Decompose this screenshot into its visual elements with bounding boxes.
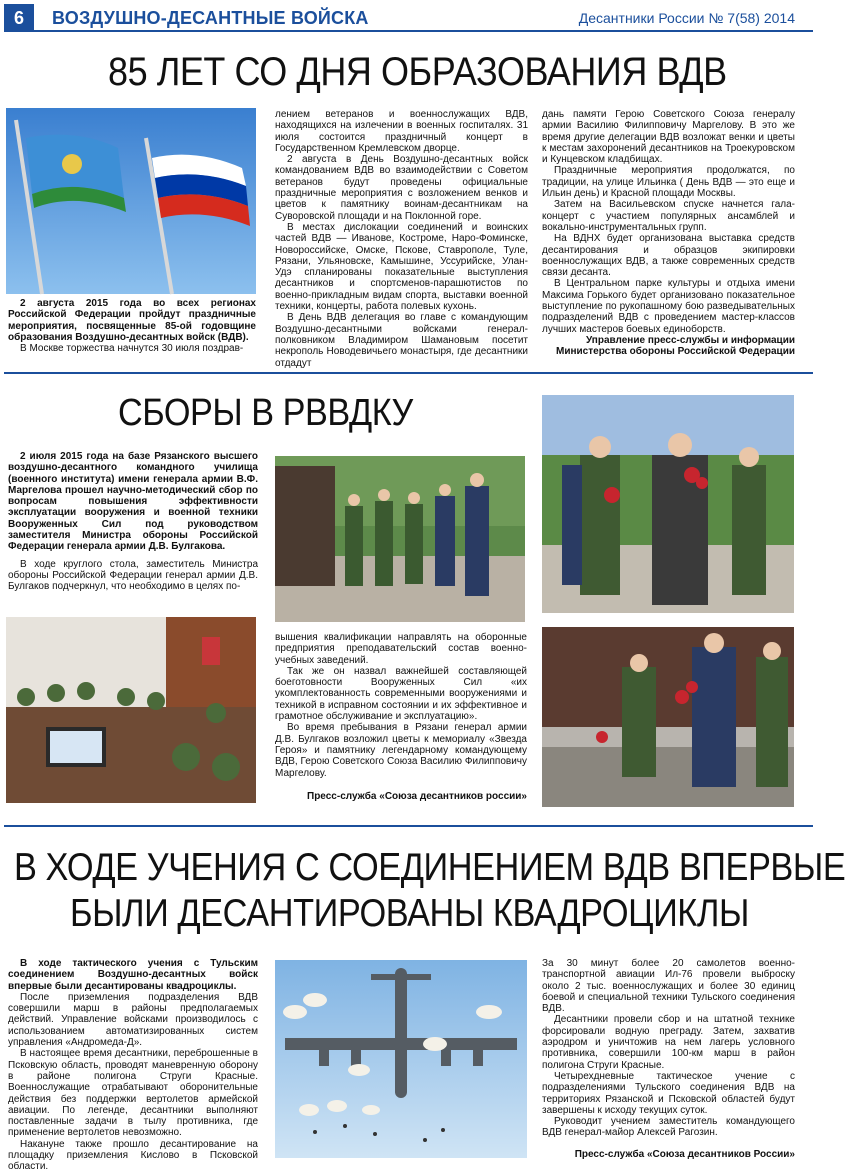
ceremony-photo xyxy=(275,456,525,622)
article1-paragraph: В Центральном парке культуры и отдыха имени Максима Горького будет организовано показательное выступление по рукопашному бою разведывательных подразделений ВДВ с проведением мастер-классов лучших мастеров боевых единоборств. xyxy=(542,278,795,335)
article3-paragraph: Руководит учением заместитель командующего ВДВ генерал-майор Алексей Рагозин. xyxy=(542,1116,795,1139)
article1-lead: 2 августа 2015 года во всех регионах Российской Федерации пройдут праздничные мероприятия, посвященные 85-ой годовщине образования Воздушно-десантных войск (ВДВ). xyxy=(8,298,256,343)
article3-col3 xyxy=(542,958,795,1160)
memorial-photo xyxy=(542,627,794,807)
article1-title: 85 ЛЕТ СО ДНЯ ОБРАЗОВАНИЯ ВДВ xyxy=(108,50,727,94)
article3-paragraph: За 30 минут более 20 самолетов военно-транспортной авиации Ил-76 провели выброску около 2 тыс. военнослужащих и более 30 единиц боевой и специальной техники Тульского соединения ВДВ. xyxy=(542,958,795,1015)
article3-title-line1: В ХОДЕ УЧЕНИЯ С СОЕДИНЕНИЕМ ВДВ ВПЕРВЫЕ xyxy=(14,846,845,889)
article1-paragraph: В День ВДВ делегация во главе с командующим Воздушно-десантными войсками генерал-полковником Владимиром Шамановым посетит некрополь Новодевичьего монастыря, где десантники отдадут xyxy=(275,312,528,369)
paradrop-photo xyxy=(275,960,527,1158)
article1-col2 xyxy=(275,109,528,369)
article1-col3 xyxy=(542,109,795,358)
article1-paragraph: Затем на Васильевском спуске начнется гала-концерт с участием популярных ансамблей и вокально-инструментальных групп. xyxy=(542,199,795,233)
article2-col2 xyxy=(275,632,527,802)
article2-paragraph: Так же он назвал важнейшей составляющей боеготовности Вооруженных Сил «их укомплектованность современными вооружениями и техникой в исправном состоянии и их эффективное и грамотное обслуживание и эксплуатацию». xyxy=(275,665,527,723)
article3-col1 xyxy=(8,958,258,1173)
article1-paragraph: Праздничные мероприятия продолжатся, по традиции, на улице Ильинка ( День ВДВ — это еще и Ильин день) и Красной площади Москвы. xyxy=(542,165,795,200)
article2-title: СБОРЫ В РВВДКУ xyxy=(118,392,413,434)
article3-paragraph: В настоящее время десантники, переброшенные в Псковскую область, проводят маневренную оборону в районе полигона Струги Красные. Военнослужащие отрабатывают оборонительные действия без поддержки вертолетов армейской авиации. По легенде, десантники выполняют поставленные задачи в тылу противника, где применение вертолетов невозможно. xyxy=(8,1048,258,1139)
article3-paragraph: Четырехдневные тактическое учение с подразделениями Тульского соединения ВДВ на территориях Рязанской и Псковской областей будут завершены к исходу текущих суток. xyxy=(542,1070,795,1116)
article1-paragraph: дань памяти Герою Советского Союза генералу армии Василию Филипповичу Маргелову. В это же время другие делегации ВДВ возложат венки и цветы к местам захоронений десантников на Троекуровском и Кунцевском кладбищах. xyxy=(542,109,795,166)
article1-signature: Управление пресс-службы и информации Министерства обороны Российской Федерации xyxy=(556,334,795,358)
section-title: ВОЗДУШНО-ДЕСАНТНЫЕ ВОЙСКА xyxy=(52,8,369,28)
article3-paragraph: Десантники провели сбор и на штатной технике форсировали водную преграду. Затем, захватив аэродром и уничтожив на нем лагерь условного противника, совершили 100-км марш в район полигона Струги Красные. xyxy=(542,1014,795,1071)
page-header xyxy=(4,4,813,34)
page-number: 6 xyxy=(4,4,34,32)
section-divider xyxy=(4,372,813,374)
header-rule xyxy=(34,30,813,32)
meeting-photo xyxy=(6,617,256,803)
article1-paragraph: На ВДНХ будет организована выставка средств десантирования и образцов экипировки военнослужащих ВДВ, а также современных средств связи десанта. xyxy=(542,233,795,279)
article3-paragraph: После приземления подразделения ВДВ совершили марш в районы предполагаемых действий. Управление войсками производилось с использованием автоматизированных систем управления «Андромеда-Д». xyxy=(8,991,258,1049)
section-divider xyxy=(4,825,813,827)
article2-paragraph: вышения квалификации направлять на оборонные предприятия преподавательский состав военно-учебных заведений. xyxy=(275,632,527,666)
article2-signature: Пресс-служба «Союза десантников россии» xyxy=(307,790,527,802)
article1-col1 xyxy=(8,298,256,354)
article3-signature: Пресс-служба «Союза десантников России» xyxy=(574,1148,795,1160)
article1-paragraph: 2 августа в День Воздушно-десантных войск командованием ВДВ во взаимодействии с Советом ветеранов будут проведены официальные праздничные мероприятия с возложением венков и цветов к памятнику воинам-десантникам на Суворовской площади и на Поклонной горе. xyxy=(275,154,528,222)
article2-col1 xyxy=(8,451,258,593)
flowers-photo xyxy=(542,395,794,613)
article1-paragraph: В Москве торжества начнутся 30 июля поздрав- xyxy=(20,343,244,355)
article1-paragraph: лением ветеранов и военнослужащих ВДВ, находящихся на излечении в военных госпиталях. 31 июля состоится праздничный концерт в Государственном Кремлевском дворце. xyxy=(275,109,528,154)
article3-paragraph: Накануне также прошло десантирование на площадку приземления Кислово в Псковской области. xyxy=(8,1138,258,1173)
article3-title-line2: БЫЛИ ДЕСАНТИРОВАНЫ КВАДРОЦИКЛЫ xyxy=(70,892,749,935)
article1-paragraph: В местах дислокации соединений и воинских частей ВДВ — Иванове, Костроме, Наро-Фоминске, Новороссийске, Омске, Пскове, Ставрополе, Туле, Рязани, Ульяновске, Камышине, Уссурийске, Улан-Удэ спланированы показательные выступления десантников и спортсменов-парашютистов по военно-прикладным видам спорта, выставки военной техники, концерты, работа полевых кухонь. xyxy=(275,221,528,313)
article3-lead: В ходе тактического учения с Тульским соединением Воздушно-десантных войск впервые были десантированы квадроциклы. xyxy=(8,958,258,992)
issue-info: Десантники России № 7(58) 2014 xyxy=(578,10,795,26)
flags-photo xyxy=(6,108,256,294)
article2-paragraph: Во время пребывания в Рязани генерал армии Д.В. Булгаков возложил цветы к мемориалу «Звезда Героя» и памятнику легендарному командующему ВДВ, Герою Советского Союза Василию Филипповичу Маргелову. xyxy=(275,722,527,779)
article2-paragraph: В ходе круглого стола, заместитель Министра обороны Российской Федерации генерал армии Д.В. Булгаков подчеркнул, что необходимо в целях по- xyxy=(8,558,258,593)
article2-lead: 2 июля 2015 года на базе Рязанского высшего воздушно-десантного командного училища (военного института) имени генерала армии В.Ф. Маргелова прошел научно-методический сбор по вопросам повышения эффективности эксплуатации вооружения и военной техники Вооруженных Сил под руководством заместителя Министра обороны Российской Федерации генерала армии Д.В. Булгакова. xyxy=(8,451,258,553)
